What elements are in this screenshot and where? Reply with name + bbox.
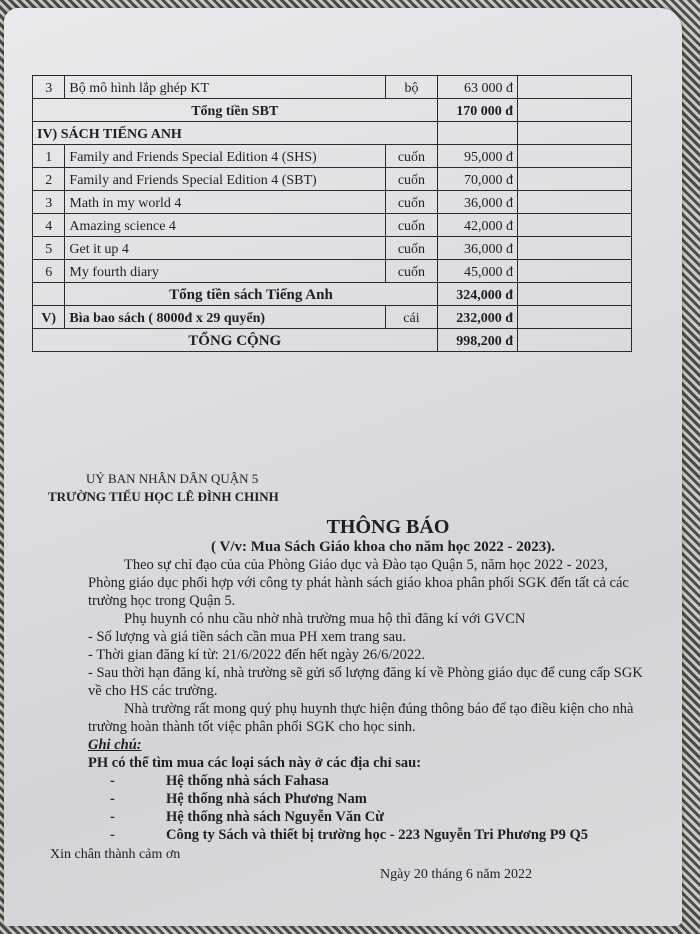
subtotal-sbt-row <box>33 99 632 122</box>
row-number: 5 <box>33 237 65 260</box>
item-note <box>518 283 632 306</box>
item-unit: cái <box>386 306 437 329</box>
row-number: 2 <box>33 168 65 191</box>
bullet-2: - Thời gian đăng kí từ: 21/6/2022 đến hết ngày 26/6/2022. <box>88 647 426 663</box>
shop-name: Công ty Sách và thiết bị trường học - 223 Nguyễn Tri Phương P9 Q5 <box>166 827 589 843</box>
item-name: Bộ mô hình lắp ghép KT <box>65 76 386 99</box>
section-v-label: Bìa bao sách ( 8000đ x 29 quyển) <box>65 306 386 329</box>
notice-body <box>88 556 648 844</box>
item-unit: cuốn <box>386 237 437 260</box>
section-header-row <box>33 122 632 145</box>
item-note <box>518 76 632 99</box>
section-v-row <box>33 306 632 329</box>
item-note <box>518 306 632 329</box>
row-number <box>33 283 65 306</box>
org-line-1: UỶ BAN NHÂN DÂN QUẬN 5 <box>86 471 259 486</box>
paragraph-3: Nhà trường rất mong quý phụ huynh thực hiện đúng thông báo để tạo điều kiện cho nhà trường hoàn thành tốt việc phân phối SGK cho học sinh. <box>88 701 634 735</box>
bullet-1: - Số lượng và giá tiền sách cần mua PH xem trang sau. <box>88 629 406 645</box>
note-intro: PH có thể tìm mua các loại sách này ở các địa chỉ sau: <box>88 755 422 771</box>
item-unit: cuốn <box>386 260 437 283</box>
table-row <box>33 214 632 237</box>
item-note <box>518 260 632 283</box>
item-note <box>518 145 632 168</box>
section-iv-label: IV) SÁCH TIẾNG ANH <box>33 122 438 145</box>
item-name: Amazing science 4 <box>65 214 386 237</box>
notice-subtitle: ( V/v: Mua Sách Giáo khoa cho năm học 2022 - 2023). <box>211 539 555 555</box>
table-row <box>33 191 632 214</box>
item-unit: cuốn <box>386 214 437 237</box>
shop-name: Hệ thống nhà sách Phương Nam <box>166 791 367 807</box>
row-number: 1 <box>33 145 65 168</box>
row-number: 3 <box>33 191 65 214</box>
table-row <box>33 237 632 260</box>
subtotal-label: Tổng tiền SBT <box>33 99 438 122</box>
item-name: Math in my world 4 <box>65 191 386 214</box>
item-unit: bộ <box>386 76 437 99</box>
table-row <box>33 145 632 168</box>
table-row <box>33 260 632 283</box>
item-note <box>518 168 632 191</box>
dash-bullet: - <box>110 773 115 789</box>
subtotal-label: Tổng tiền sách Tiếng Anh <box>65 283 437 306</box>
item-note <box>518 191 632 214</box>
shop-name: Hệ thống nhà sách Nguyễn Văn Cừ <box>166 809 384 825</box>
item-note <box>518 329 632 352</box>
bullet-3: - Sau thời hạn đăng kí, nhà trường sẽ gửi số lượng đăng kí về Phòng giáo dục để cung cấp SGK về cho HS các trường. <box>88 665 643 699</box>
item-unit: cuốn <box>386 191 437 214</box>
row-number: 3 <box>33 76 65 99</box>
item-price: 95,000 đ <box>437 145 517 168</box>
item-price: 42,000 đ <box>437 214 517 237</box>
row-number: 6 <box>33 260 65 283</box>
paragraph-2: Phụ huynh có nhu cầu nhờ nhà trường mua hộ thì đăng kí với GVCN <box>124 611 526 627</box>
item-price: 232,000 đ <box>437 306 517 329</box>
subtotal-value: 170 000 đ <box>437 99 517 122</box>
dash-bullet: - <box>110 809 115 825</box>
shop-item <box>88 826 648 844</box>
table-row <box>33 76 632 99</box>
subtotal-value: 324,000 đ <box>437 283 517 306</box>
org-line-2: TRƯỜNG TIỂU HỌC LÊ ĐÌNH CHINH <box>48 489 279 504</box>
item-price: 36,000 đ <box>437 237 517 260</box>
item-price <box>437 122 517 145</box>
item-name: Get it up 4 <box>65 237 386 260</box>
item-note <box>518 122 632 145</box>
shop-item <box>88 790 648 808</box>
paragraph-1: Theo sự chỉ đạo của của Phòng Giáo dục và Đào tạo Quận 5, năm học 2022 - 2023, Phòng giáo dục phối hợp với công ty phát hành sách giáo khoa phân phối SGK đến tất cả các trường học trong Quận 5. <box>88 557 629 609</box>
dash-bullet: - <box>110 827 115 843</box>
row-number: 4 <box>33 214 65 237</box>
item-price: 63 000 đ <box>437 76 517 99</box>
item-price: 70,000 đ <box>437 168 517 191</box>
grand-total-value: 998,200 đ <box>437 329 517 352</box>
item-name: Family and Friends Special Edition 4 (SBT) <box>65 168 386 191</box>
price-table <box>32 75 632 352</box>
item-note <box>518 237 632 260</box>
notice-title: THÔNG BÁO <box>326 516 450 538</box>
item-note <box>518 214 632 237</box>
shop-item <box>88 808 648 826</box>
note-label: Ghi chú: <box>88 737 142 753</box>
shop-item <box>88 772 648 790</box>
item-unit: cuốn <box>386 145 437 168</box>
item-price: 36,000 đ <box>437 191 517 214</box>
item-note <box>518 99 632 122</box>
item-name: My fourth diary <box>65 260 386 283</box>
date-line: Ngày 20 tháng 6 năm 2022 <box>380 867 533 882</box>
notice-section <box>48 470 648 884</box>
thanks-line: Xin chân thành cảm ơn <box>50 847 181 862</box>
shop-name: Hệ thống nhà sách Fahasa <box>166 773 329 789</box>
table-row <box>33 168 632 191</box>
section-v-number: V) <box>33 306 65 329</box>
grand-total-label: TỔNG CỘNG <box>33 329 438 352</box>
dash-bullet: - <box>110 791 115 807</box>
item-name: Family and Friends Special Edition 4 (SHS) <box>65 145 386 168</box>
grand-total-row <box>33 329 632 352</box>
item-unit: cuốn <box>386 168 437 191</box>
subtotal-english-row <box>33 283 632 306</box>
item-price: 45,000 đ <box>437 260 517 283</box>
